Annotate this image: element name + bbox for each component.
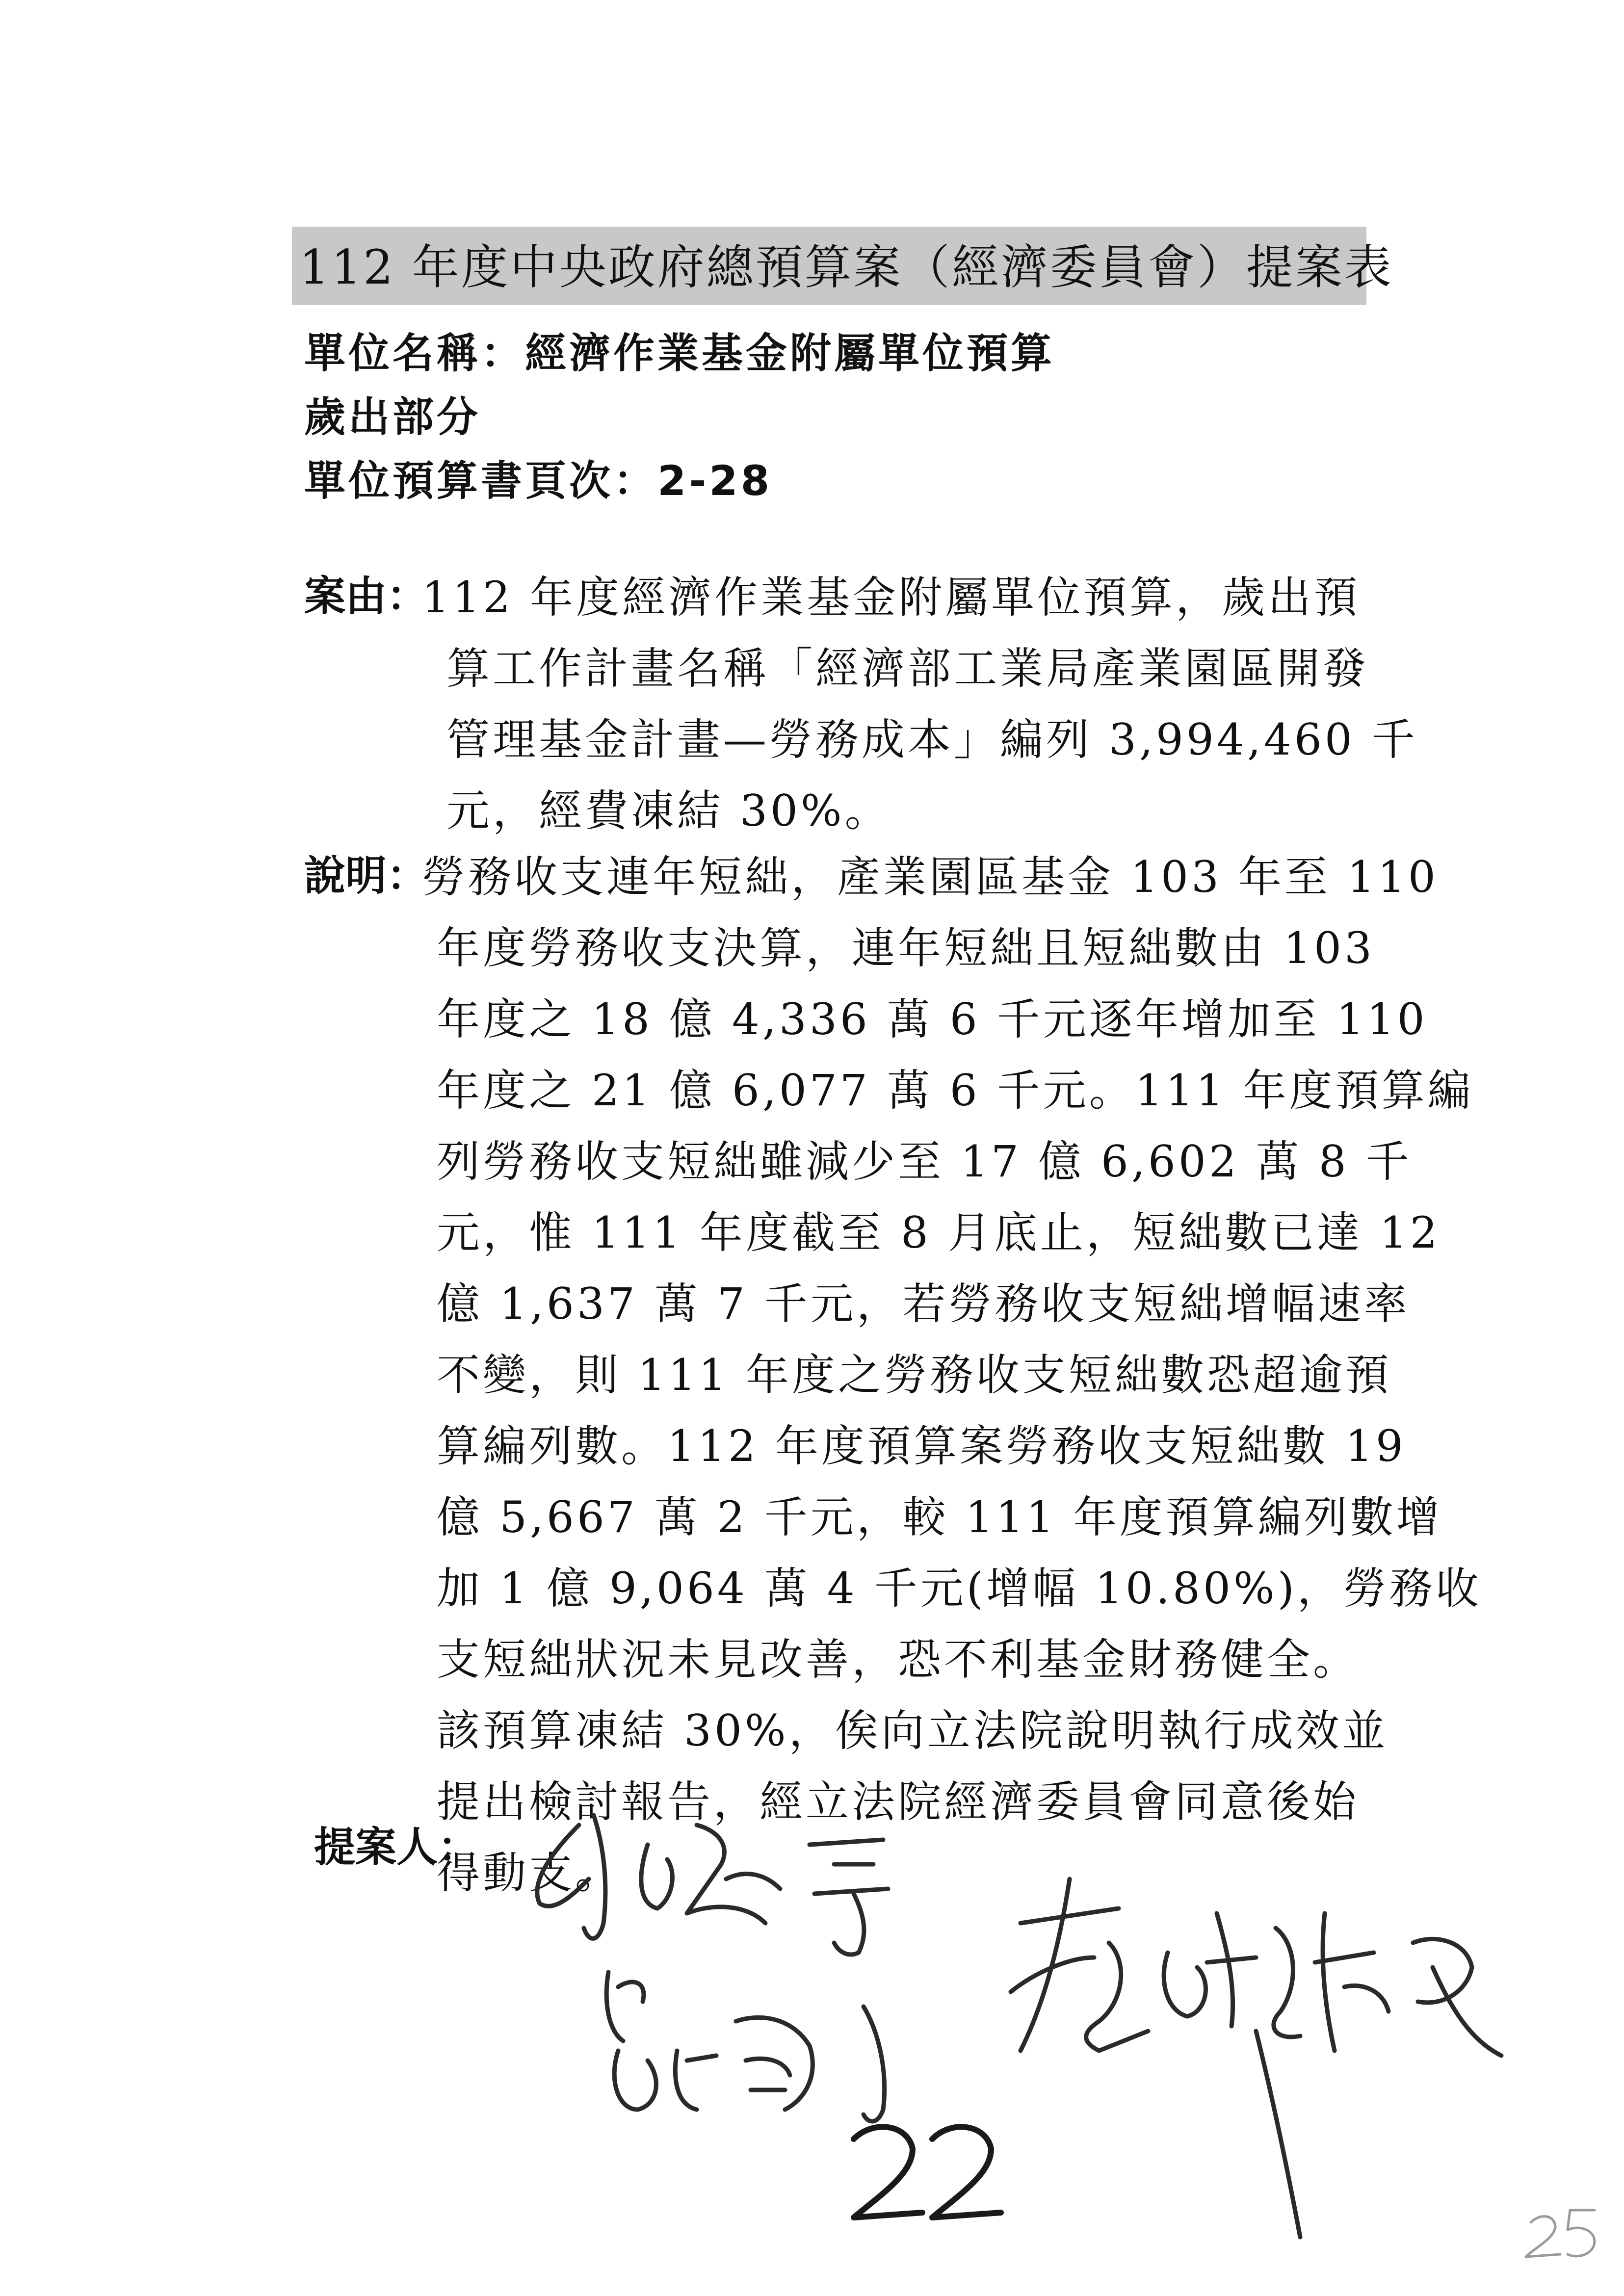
unit-name: 單位名稱：經濟作業基金附屬單位預算 — [304, 329, 1055, 377]
case-line: 算工作計畫名稱「經濟部工業局產業園區開發 — [446, 643, 1369, 694]
page-title: 112 年度中央政府總預算案（經濟委員會）提案表 — [299, 240, 1393, 295]
page-number-handwritten — [854, 2127, 1001, 2218]
explanation-line: 提出檢討報告，經立法院經濟委員會同意後始 — [437, 1776, 1360, 1827]
proposer-label: 提案人： — [314, 1823, 479, 1871]
explanation-line: 年度勞務收支決算，連年短絀且短絀數由 103 — [437, 923, 1375, 973]
explanation-line: 勞務收支連年短絀，產業園區基金 103 年至 110 — [422, 852, 1439, 902]
section-label: 歲出部分 — [304, 393, 481, 441]
explanation-line: 年度之 21 億 6,077 萬 6 千元。111 年度預算編 — [437, 1065, 1474, 1116]
case-label: 案由： — [304, 572, 428, 620]
case-line: 112 年度經濟作業基金附屬單位預算，歲出預 — [422, 572, 1360, 623]
explanation-line: 列勞務收支短絀雖減少至 17 億 6,602 萬 8 千 — [437, 1136, 1412, 1187]
case-line: 管理基金計畫—勞務成本」編列 3,994,460 千 — [446, 714, 1418, 765]
explanation-line: 得動支。 — [437, 1848, 622, 1898]
explanation-line: 不變，則 111 年度之勞務收支短絀數恐超逾預 — [437, 1350, 1391, 1400]
explanation-line: 算編列數。112 年度預算案勞務收支短絀數 19 — [437, 1421, 1406, 1471]
explanation-line: 該預算凍結 30%，俟向立法院說明執行成效並 — [437, 1705, 1388, 1756]
explanation-line: 元，惟 111 年度截至 8 月底止，短絀數已達 12 — [437, 1207, 1441, 1258]
signature-3 — [1011, 1879, 1501, 2237]
explanation-label: 說明： — [304, 852, 428, 900]
explanation-line: 支短絀狀況未見改善，恐不利基金財務健全。 — [437, 1634, 1360, 1685]
signature-2 — [606, 1972, 884, 2121]
corner-mark — [1526, 2210, 1595, 2257]
explanation-line: 加 1 億 9,064 萬 4 千元(增幅 10.80%)，勞務收 — [437, 1563, 1482, 1614]
signature-1 — [537, 1815, 888, 1955]
explanation-line: 年度之 18 億 4,336 萬 6 千元逐年增加至 110 — [437, 994, 1428, 1044]
explanation-line: 億 5,667 萬 2 千元，較 111 年度預算編列數增 — [437, 1492, 1442, 1542]
explanation-line: 億 1,637 萬 7 千元，若勞務收支短絀增幅速率 — [437, 1278, 1410, 1329]
page-reference: 單位預算書頁次：2-28 — [304, 457, 773, 505]
case-line: 元，經費凍結 30%。 — [446, 785, 891, 836]
